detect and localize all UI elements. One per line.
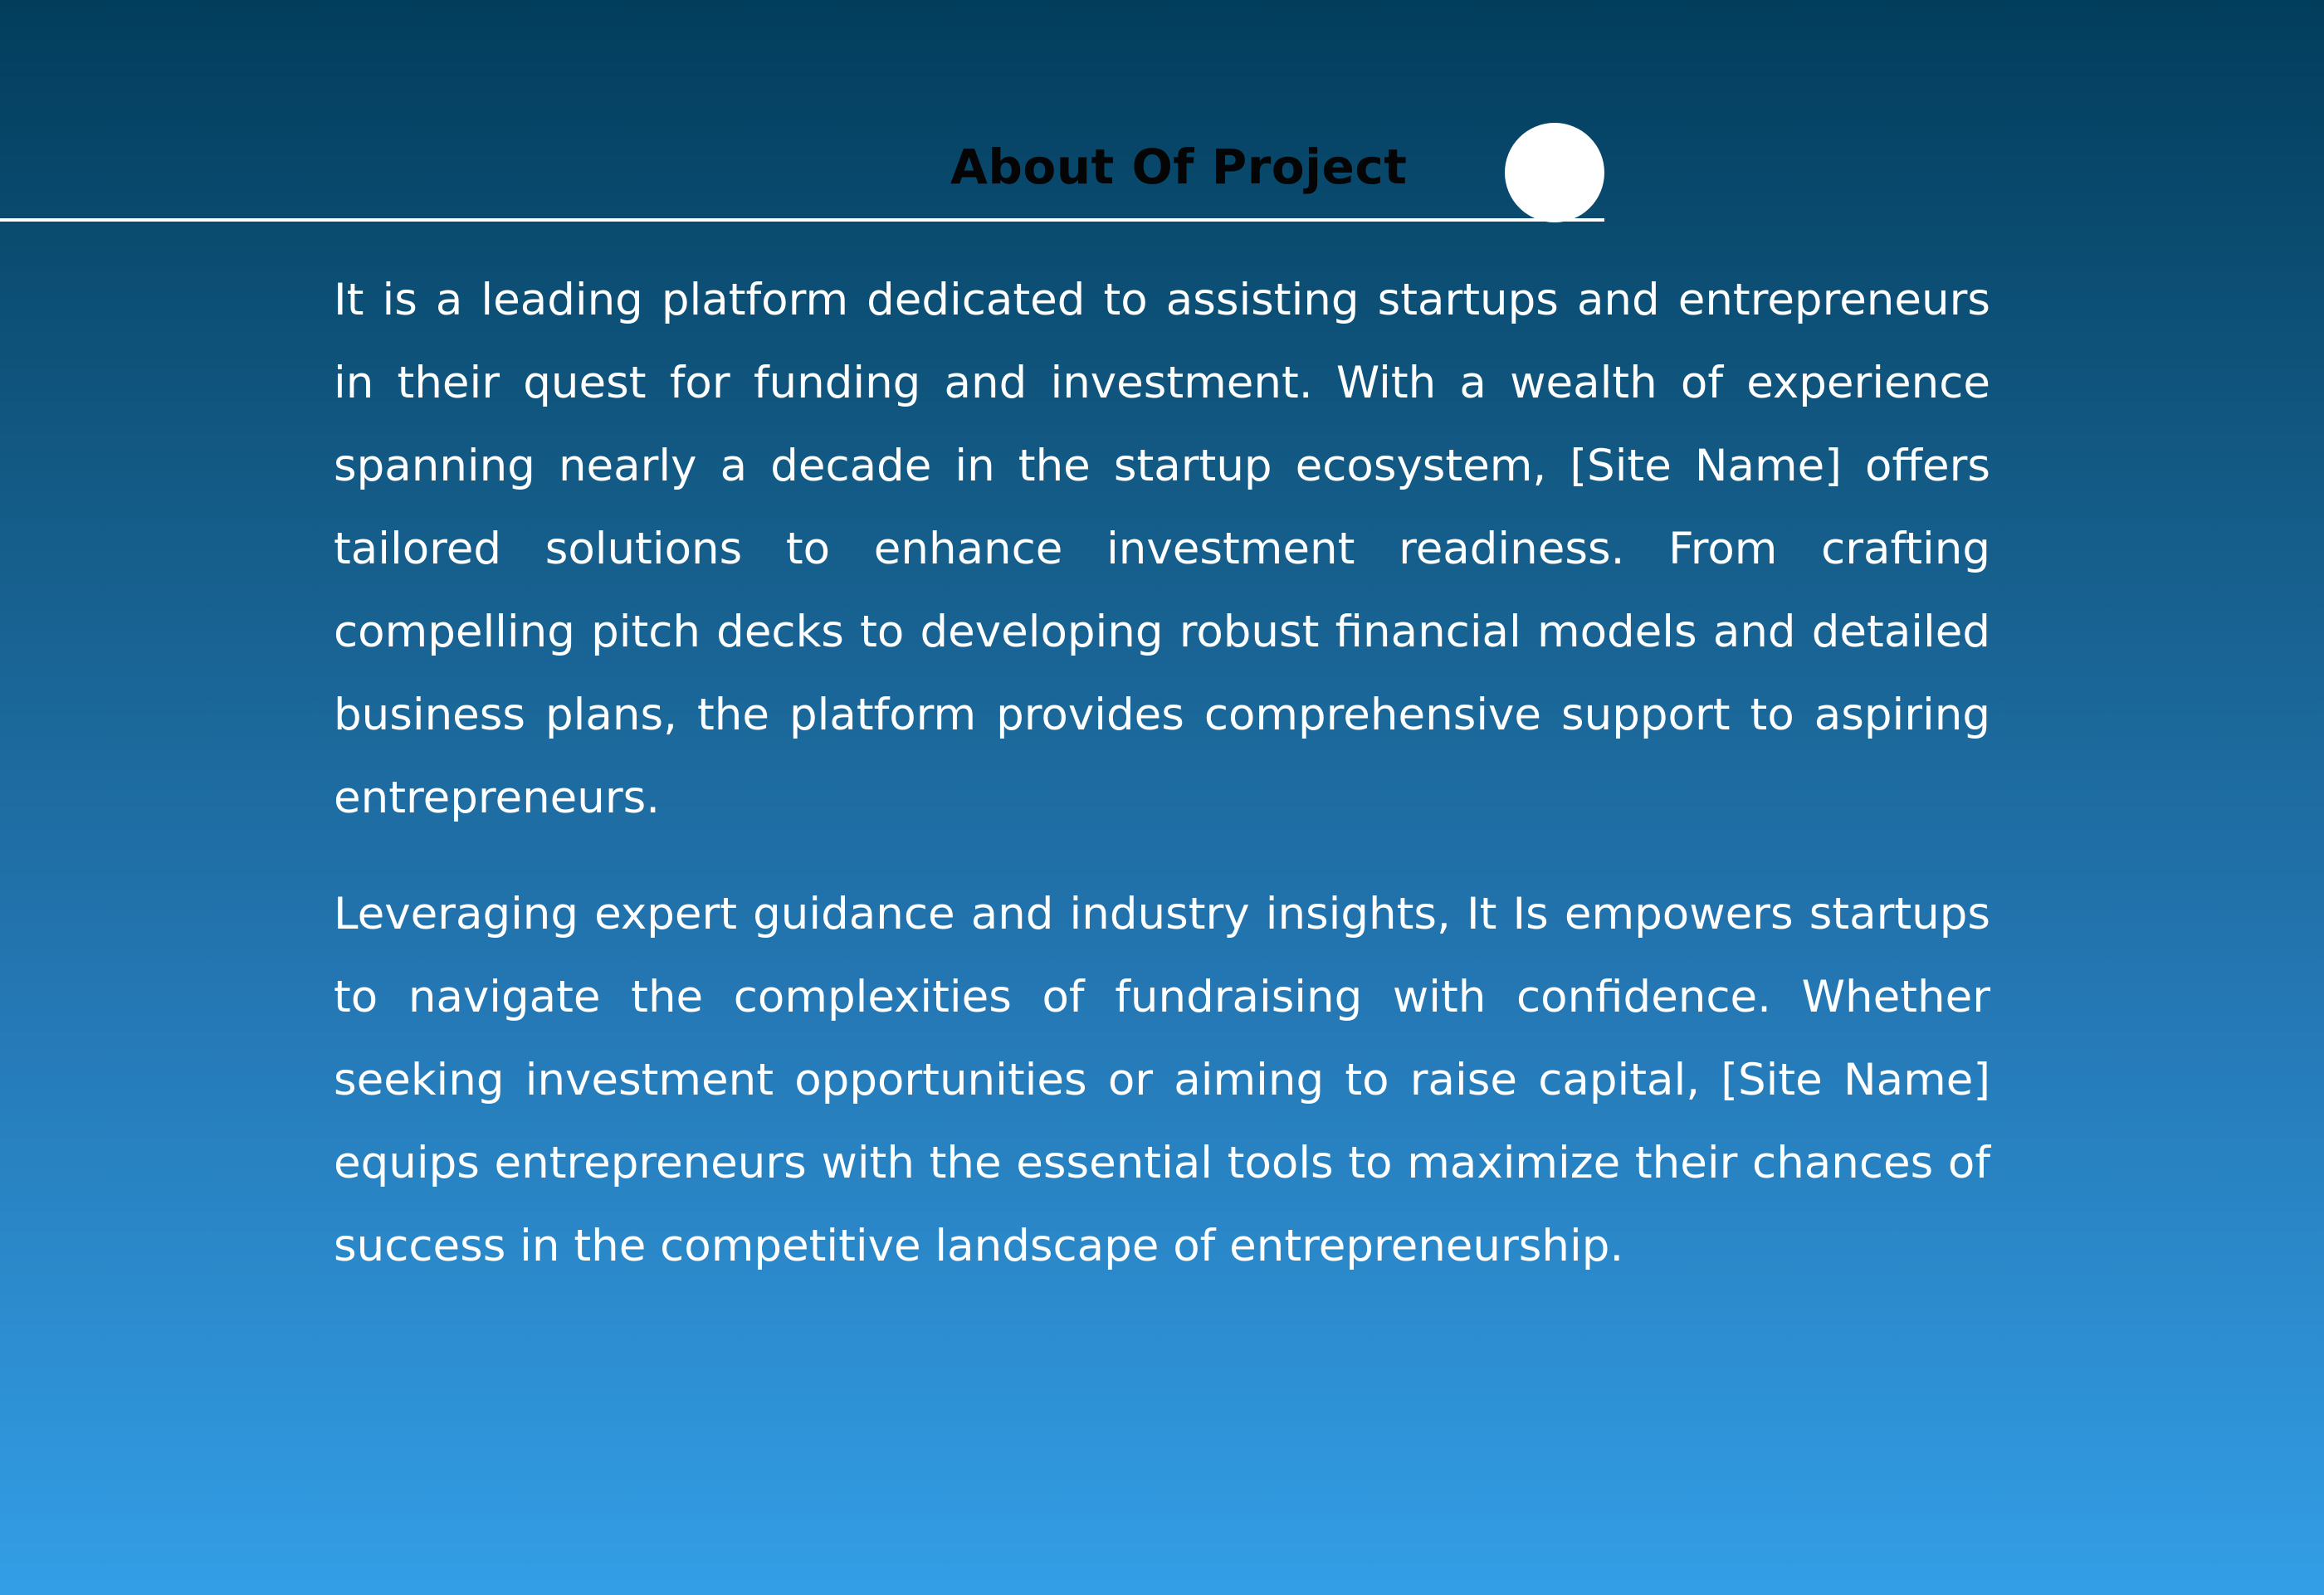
section-heading [0,108,1604,224]
page-title: About Of Project [950,139,1408,195]
decorative-circle [1505,123,1604,222]
paragraph-intro: It is a leading platform dedicated to assisting startups and entrepreneurs in their quest for funding and investment. With a wealth of experience spanning nearly a decade in the startup ecosystem, [Site Name] offers tailored solutions to enhance investment readiness. From crafting compelling pitch decks to developing robust financial models and detailed business plans, the platform provides comprehensive support to aspiring entrepreneurs. [334,275,1990,823]
paragraph-support: Leveraging expert guidance and industry insights, It Is empowers startups to navigate the complexities of fundraising with confidence. Whether seeking investment opportunities or aiming to raise capital, [Site Name] equips entrepreneurs with the essential tools to maximize their chances of success in the competitive landscape of entrepreneurship. [334,889,1990,1271]
project-description [334,259,1990,1288]
title-underline [0,218,1604,222]
